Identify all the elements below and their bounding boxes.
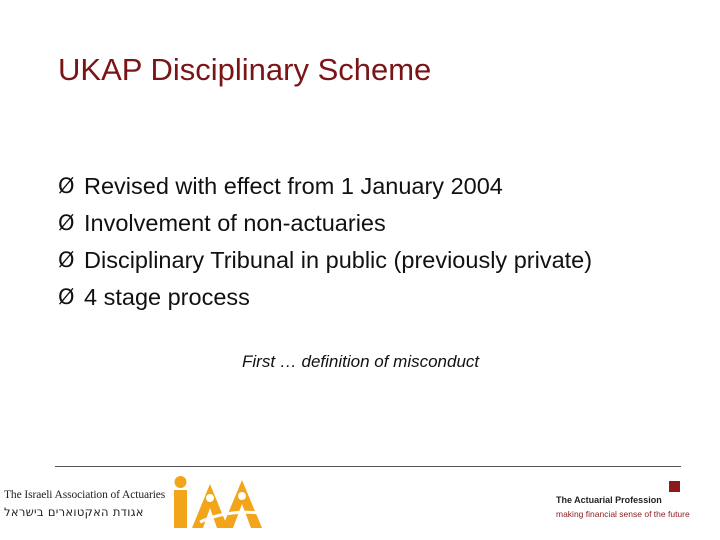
slide-title: UKAP Disciplinary Scheme bbox=[58, 52, 432, 87]
bullet-item bbox=[58, 168, 592, 205]
bullet-text: Disciplinary Tribunal in public (previously private) bbox=[84, 247, 593, 273]
bullet-text: 4 stage process bbox=[84, 284, 250, 310]
iaa-logo-icon bbox=[170, 474, 274, 530]
profession-tagline: making financial sense of the future bbox=[556, 509, 690, 519]
bullet-item bbox=[58, 242, 592, 279]
israeli-association-logo bbox=[4, 489, 164, 519]
bullet-item bbox=[58, 279, 592, 316]
profession-name: The Actuarial Profession bbox=[556, 495, 662, 505]
bullet-text: Revised with effect from 1 January 2004 bbox=[84, 173, 503, 199]
association-name-hebrew: אגודת האקטוארים בישראל bbox=[4, 505, 144, 519]
arrow-bullet-icon: Ø bbox=[58, 211, 75, 235]
association-name-english: The Israeli Association of Actuaries bbox=[4, 489, 166, 501]
bullet-list bbox=[58, 168, 592, 316]
footer-divider bbox=[55, 466, 681, 467]
actuarial-profession-logo bbox=[556, 481, 706, 521]
bullet-item bbox=[58, 205, 592, 242]
bullet-text: Involvement of non-actuaries bbox=[84, 210, 386, 236]
misconduct-note: First … definition of misconduct bbox=[242, 352, 480, 371]
profession-square-icon bbox=[669, 481, 680, 492]
arrow-bullet-icon: Ø bbox=[58, 285, 75, 309]
arrow-bullet-icon: Ø bbox=[58, 248, 75, 272]
arrow-bullet-icon: Ø bbox=[58, 174, 75, 198]
